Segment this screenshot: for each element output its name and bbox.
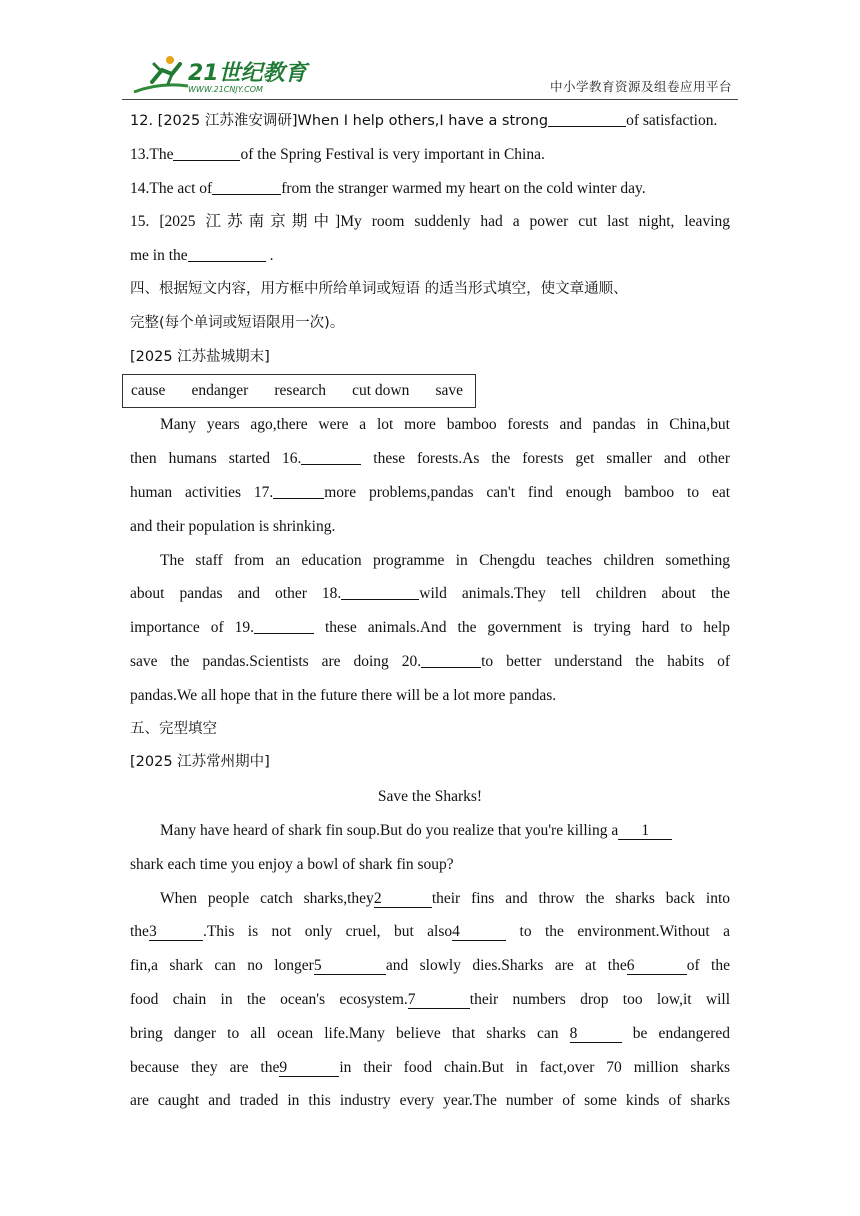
passage-5-title: Save the Sharks! <box>377 788 483 806</box>
passage-5-p2-line3: fin,a shark can no longer5 and slowly dies.Sharks are at the6 of the <box>130 957 730 975</box>
cloze-blank-8[interactable]: 8 <box>570 1025 622 1043</box>
passage-4-p1-line2: then humans started 16. these forests.As the forests get smaller and other <box>130 442 730 476</box>
svg-text:WWW.21CNJY.COM: WWW.21CNJY.COM <box>188 85 263 94</box>
word-bank-item: research <box>274 382 327 400</box>
passage-5-p2-line5: bring danger to all ocean life.Many believe that sharks can 8 be endangered <box>130 1024 730 1042</box>
passage-5-p2-line4: food chain in the ocean's ecosystem.7 their numbers drop too low,it will <box>130 990 730 1008</box>
question-14: 14.The act of from the stranger warmed my heart on the cold winter day. <box>130 172 730 206</box>
cloze-blank-3[interactable]: 3 <box>149 923 203 941</box>
word-bank-item: cause <box>131 382 166 400</box>
document-body <box>130 104 730 1118</box>
section-5-source: [2025 江苏常州期中] <box>130 754 270 771</box>
passage-5-p2-line1: When people catch sharks,they2 their fins and throw the sharks back into <box>160 889 731 907</box>
answer-blank-18[interactable] <box>341 582 419 600</box>
answer-blank-17[interactable] <box>273 481 324 499</box>
question-15-line2: me in the . <box>130 239 730 273</box>
page-header <box>122 48 738 100</box>
passage-5-p2-line2: the3 .This is not only cruel, but also4 to the environment.Without a <box>130 923 731 941</box>
svg-text:21世纪教育: 21世纪教育 <box>188 61 307 86</box>
cloze-blank-2[interactable]: 2 <box>374 890 432 908</box>
word-bank-item: cut down <box>352 382 410 400</box>
answer-blank[interactable] <box>173 143 240 161</box>
passage-4-p2-line3: importance of 19. these animals.And the government is trying hard to help <box>130 611 730 645</box>
word-bank-box <box>122 374 476 408</box>
section-4-source: [2025 江苏盐城期末] <box>130 348 270 365</box>
cloze-blank-6[interactable]: 6 <box>627 957 687 975</box>
cloze-blank-4[interactable]: 4 <box>452 923 506 941</box>
answer-blank-16[interactable] <box>301 447 361 465</box>
passage-5-p1-line2: shark each time you enjoy a bowl of shark fin soup? <box>130 855 454 873</box>
word-bank-item: endanger <box>191 382 249 400</box>
passage-5-p2-line7: are caught and traded in this industry every year.The number of some kinds of sharks <box>130 1092 730 1110</box>
answer-blank[interactable] <box>212 177 281 195</box>
passage-4-p2-line1: The staff from an education programme in Chengdu teaches children something <box>160 551 730 569</box>
passage-5-p2-line6: because they are the9 in their food chain.But in fact,over 70 million sharks <box>130 1058 731 1076</box>
section-4-instruction-1: 四、根据短文内容，用方框中所给单词或短语 的适当形式填空，使文章通顺、 <box>130 280 628 297</box>
question-12: 12. [2025 江苏淮安调研]When I help others,I have a strong of satisfaction. <box>130 104 730 138</box>
passage-4-p1-line3: human activities 17. more problems,pandas can't find enough bamboo to eat <box>130 476 730 510</box>
section-4-instruction-2: 完整(每个单词或短语限用一次)。 <box>130 314 345 331</box>
answer-blank-19[interactable] <box>254 616 314 634</box>
cloze-blank-1[interactable]: 1 <box>618 822 672 840</box>
cloze-blank-7[interactable]: 7 <box>408 991 470 1009</box>
question-13: 13.The of the Spring Festival is very important in China. <box>130 138 730 172</box>
section-5-heading: 五、完型填空 <box>130 720 217 737</box>
answer-blank-20[interactable] <box>421 650 481 668</box>
question-15-line1: 15. [2025 江苏南京期中]My room suddenly had a power cut last night, leaving <box>130 213 730 231</box>
passage-4-p1-line1: Many years ago,there were a lot more bamboo forests and pandas in China,but <box>160 416 730 434</box>
answer-blank[interactable] <box>188 244 266 262</box>
passage-4-p1-line4: and their population is shrinking. <box>130 517 336 535</box>
word-bank-item: save <box>435 382 463 400</box>
cloze-blank-5[interactable]: 5 <box>314 957 386 975</box>
site-logo <box>130 52 310 96</box>
passage-5-p1-line1: Many have heard of shark fin soup.But do you realize that you're killing a 1 <box>130 814 730 848</box>
passage-4-p2-line4: save the pandas.Scientists are doing 20. to better understand the habits of <box>130 645 730 679</box>
answer-blank[interactable] <box>548 109 626 127</box>
header-platform-text: 中小学教育资源及组卷应用平台 <box>549 79 732 94</box>
passage-4-p2-line2: about pandas and other 18. wild animals.They tell children about the <box>130 577 730 611</box>
header-divider <box>122 99 738 100</box>
cloze-blank-9[interactable]: 9 <box>279 1059 339 1077</box>
passage-4-p2-line5: pandas.We all hope that in the future there will be a lot more pandas. <box>130 686 557 704</box>
